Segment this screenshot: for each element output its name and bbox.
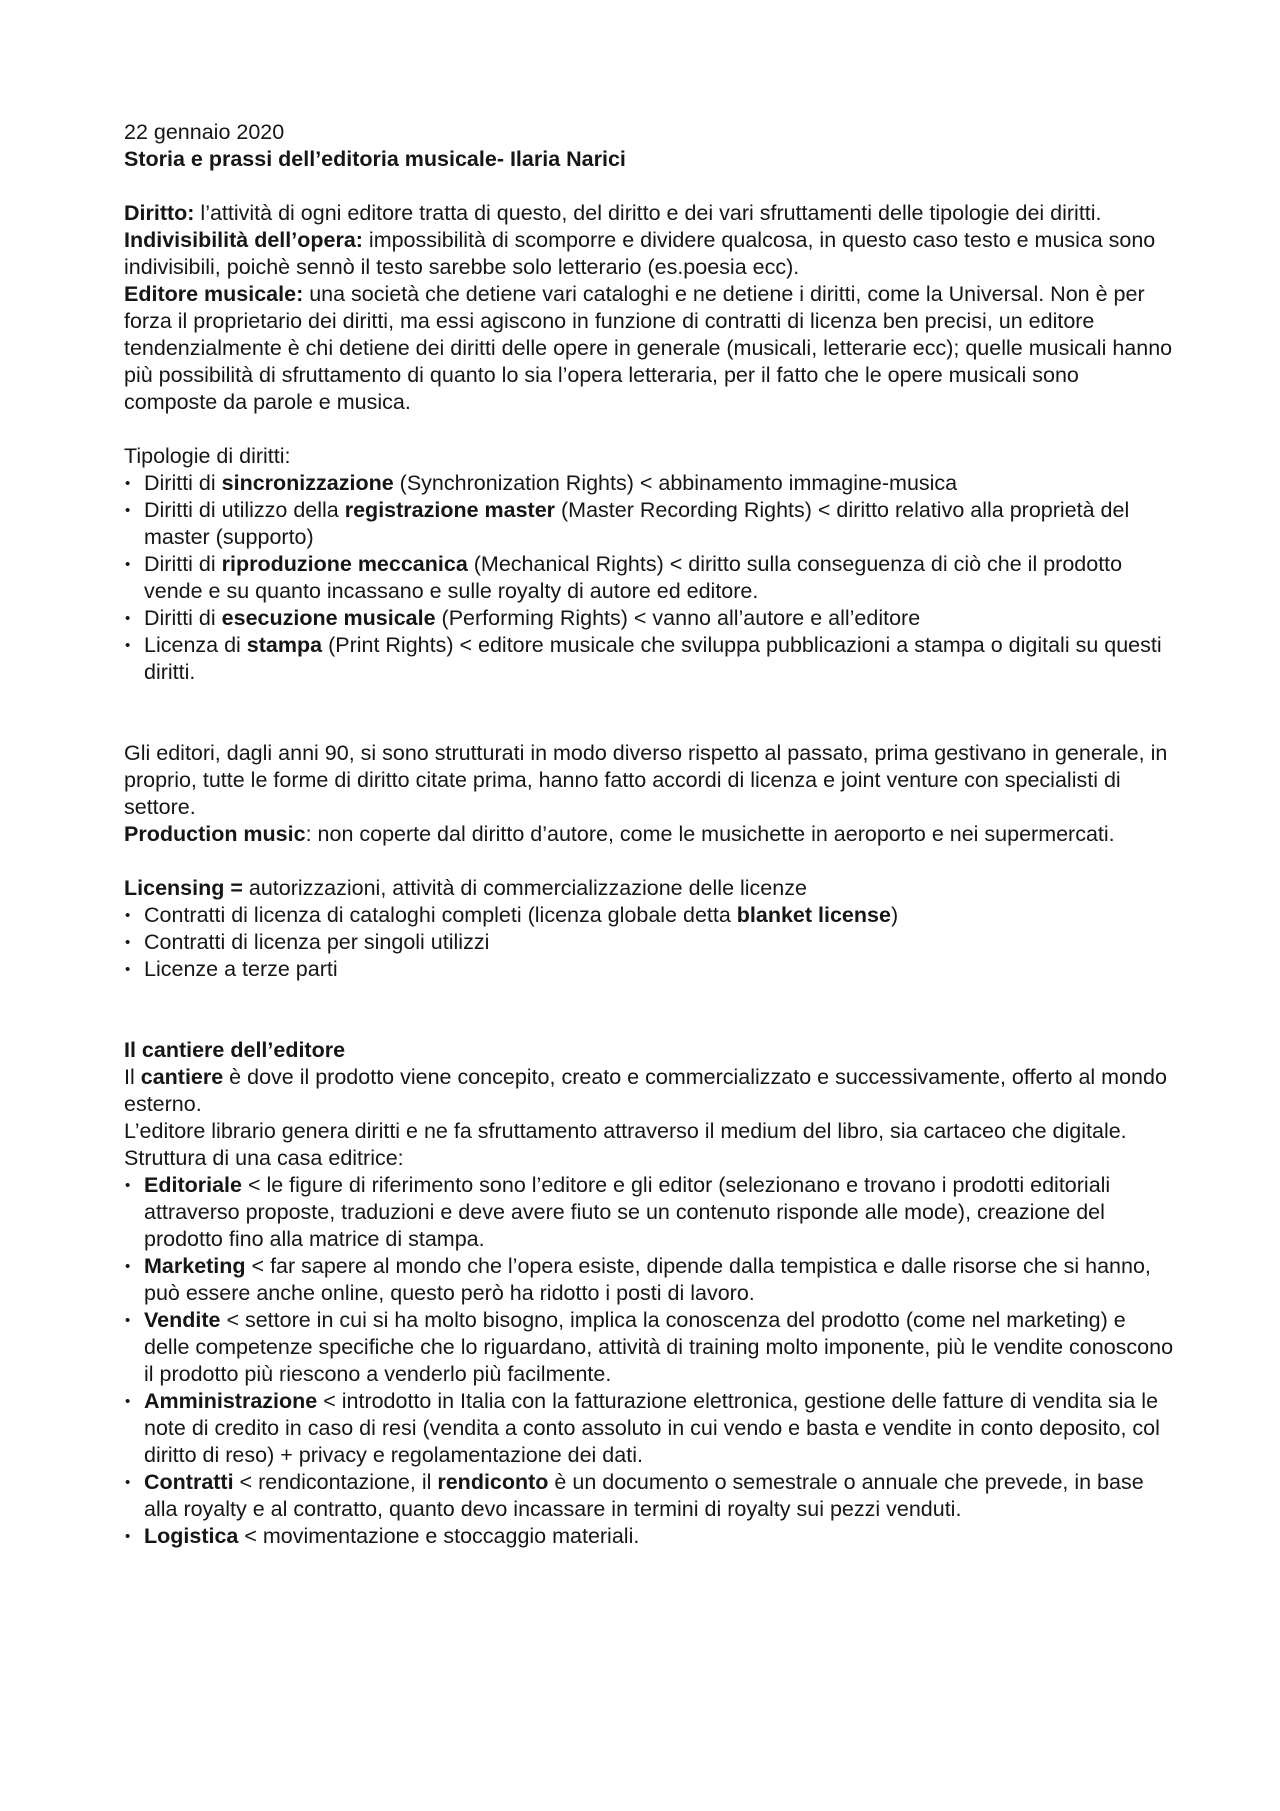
item-bold: blanket license <box>736 903 891 927</box>
definition-diritto <box>124 200 1174 227</box>
definition-text: impossibilità di scomporre e dividere qualcosa, in questo caso testo e musica sono indivisibili, poichè sennò il testo sarebbe solo letterario (es.poesia ecc). <box>124 228 1156 279</box>
item-bold: Vendite <box>144 1308 221 1332</box>
definition-term: Production music <box>124 822 306 846</box>
list-item <box>124 605 1174 632</box>
item-text: Diritti di <box>144 606 222 630</box>
production-music <box>124 821 1174 848</box>
section-heading: Il cantiere dell’editore <box>124 1038 346 1062</box>
list-item <box>124 551 1174 605</box>
list-item <box>124 1307 1174 1388</box>
list-item <box>124 1523 1174 1550</box>
list-item <box>124 1469 1174 1523</box>
item-text: Contratti di licenza per singoli utilizzi <box>144 930 490 954</box>
item-text: Diritti di <box>144 471 222 495</box>
definition-term: Diritto: <box>124 201 195 225</box>
spacer <box>124 173 1174 200</box>
list-item <box>124 929 1174 956</box>
licensing-definition <box>124 875 1174 902</box>
document-title-text: Storia e prassi dell’editoria musicale- Ilaria Narici <box>124 147 626 171</box>
item-bold: cantiere <box>140 1065 224 1089</box>
cantiere-intro <box>124 1064 1174 1118</box>
item-text: Licenza di <box>144 633 247 657</box>
list-item <box>124 470 1174 497</box>
item-bold: riproduzione meccanica <box>221 552 468 576</box>
definition-text: una società che detiene vari cataloghi e ne detiene i diritti, come la Universal. Non è per forza il proprietario dei diritti, ma essi agiscono in funzione di contratti di licenza ben precisi, un editore tendenzialmente è chi detiene dei diritti delle opere in generale (musicali, letterarie ecc); quelle musicali hanno più possibilità di sfruttamento di quanto lo sia l’opera letteraria, per il fatto che le opere musicali sono composte da parole e musica. <box>124 282 1173 414</box>
item-bold: Logistica <box>144 1524 239 1548</box>
item-text: Licenze a terze parti <box>144 957 338 981</box>
list-item <box>124 1388 1174 1469</box>
definition-term: Licensing = <box>124 876 243 900</box>
item-bold: Marketing <box>144 1254 246 1278</box>
item-text: è dove il prodotto viene concepito, creato e commercializzato e successivamente, offerto al mondo esterno. <box>124 1065 1167 1116</box>
item-text: Contratti di licenza di cataloghi completi (licenza globale detta <box>144 903 737 927</box>
spacer <box>124 848 1174 875</box>
item-bold: Editoriale <box>144 1173 242 1197</box>
item-bold: Contratti <box>144 1470 234 1494</box>
spacer <box>124 983 1174 1037</box>
definition-term: Indivisibilità dell’opera: <box>124 228 363 252</box>
item-text: < far sapere al mondo che l’opera esiste, dipende dalla tempistica e dalle risorse che si hanno, può essere anche online, questo però ha ridotto i posti di lavoro. <box>144 1254 1151 1305</box>
licensing-list <box>124 902 1174 983</box>
item-text: < movimentazione e stoccaggio materiali. <box>238 1524 640 1548</box>
item-text: < introdotto in Italia con la fatturazione elettronica, gestione delle fatture di vendita sia le note di credito in caso di resi (vendita a conto assoluto in cui vendo e basta e vendite in conto deposito, col diritto di reso) + privacy e regolamentazione dei dati. <box>144 1389 1160 1467</box>
item-text: < rendicontazione, il <box>233 1470 438 1494</box>
spacer <box>124 686 1174 740</box>
item-bold: Amministrazione <box>144 1389 318 1413</box>
item-text: è un documento o semestrale o annuale che prevede, in base alla royalty e al contratto, quanto devo incassare in termini di royalty sui pezzi venduti. <box>144 1470 1144 1521</box>
item-text: Diritti di <box>144 552 222 576</box>
definition-text: : non coperte dal diritto d’autore, come le musichette in aeroporto e nei supermercati. <box>305 822 1115 846</box>
definition-indivisibilita <box>124 227 1174 281</box>
list-item <box>124 956 1174 983</box>
item-text: (Print Rights) < editore musicale che sviluppa pubblicazioni a stampa o digitali su questi diritti. <box>144 633 1162 684</box>
cantiere-heading <box>124 1037 1174 1064</box>
list-item <box>124 497 1174 551</box>
document-page <box>124 119 1174 1550</box>
list-item <box>124 632 1174 686</box>
definition-text: l’attività di ogni editore tratta di questo, del diritto e dei vari sfruttamenti delle tipologie dei diritti. <box>194 201 1102 225</box>
structure-label: Struttura di una casa editrice: <box>124 1146 404 1170</box>
list-item <box>124 1253 1174 1307</box>
definition-term: Editore musicale: <box>124 282 304 306</box>
item-text: (Master Recording Rights) < diritto relativo alla proprietà del master (supporto) <box>144 498 1130 549</box>
item-text: < le figure di riferimento sono l’editore e gli editor (selezionano e trovano i prodotti editoriali attraverso proposte, traduzioni e deve avere fiuto se un contenuto risponde alle mode), creazione del prodotto fino alla matrice di stampa. <box>144 1173 1111 1251</box>
rights-heading: Tipologie di diritti: <box>124 444 291 468</box>
item-text: < settore in cui si ha molto bisogno, implica la conoscenza del prodotto (come nel marketing) e delle competenze specifiche che lo riguardano, attività di training molto imponente, più le vendite conoscono il prodotto più riescono a venderlo più facilmente. <box>144 1308 1174 1386</box>
item-bold: stampa <box>246 633 323 657</box>
definition-editore-musicale <box>124 281 1174 416</box>
item-text: (Performing Rights) < vanno all’autore e all’editore <box>435 606 921 630</box>
item-bold: sincronizzazione <box>221 471 394 495</box>
item-bold: esecuzione musicale <box>221 606 436 630</box>
rights-list <box>124 470 1174 686</box>
item-text: (Mechanical Rights) < diritto sulla conseguenza di ciò che il prodotto vende e su quanto incassano e sulle royalty di autore ed editore. <box>144 552 1123 603</box>
editors-paragraph: Gli editori, dagli anni 90, si sono strutturati in modo diverso rispetto al passato, prima gestivano in generale, in proprio, tutte le forme di diritto citate prima, hanno fatto accordi di licenza e joint venture con specialisti di settore. <box>124 741 1168 819</box>
item-bold: registrazione master <box>344 498 556 522</box>
structure-list <box>124 1172 1174 1550</box>
spacer <box>124 416 1174 443</box>
cantiere-librario: L’editore librario genera diritti e ne fa sfruttamento attraverso il medium del libro, sia cartaceo che digitale. <box>124 1119 1127 1143</box>
item-text: (Synchronization Rights) < abbinamento immagine-musica <box>393 471 958 495</box>
document-title <box>124 146 1174 173</box>
definition-text: autorizzazioni, attività di commercializzazione delle licenze <box>242 876 807 900</box>
item-text: Il <box>124 1065 141 1089</box>
document-date: 22 gennaio 2020 <box>124 120 285 144</box>
list-item <box>124 1172 1174 1253</box>
item-text: ) <box>890 903 899 927</box>
list-item <box>124 902 1174 929</box>
item-bold: rendiconto <box>437 1470 549 1494</box>
item-text: Diritti di utilizzo della <box>144 498 345 522</box>
